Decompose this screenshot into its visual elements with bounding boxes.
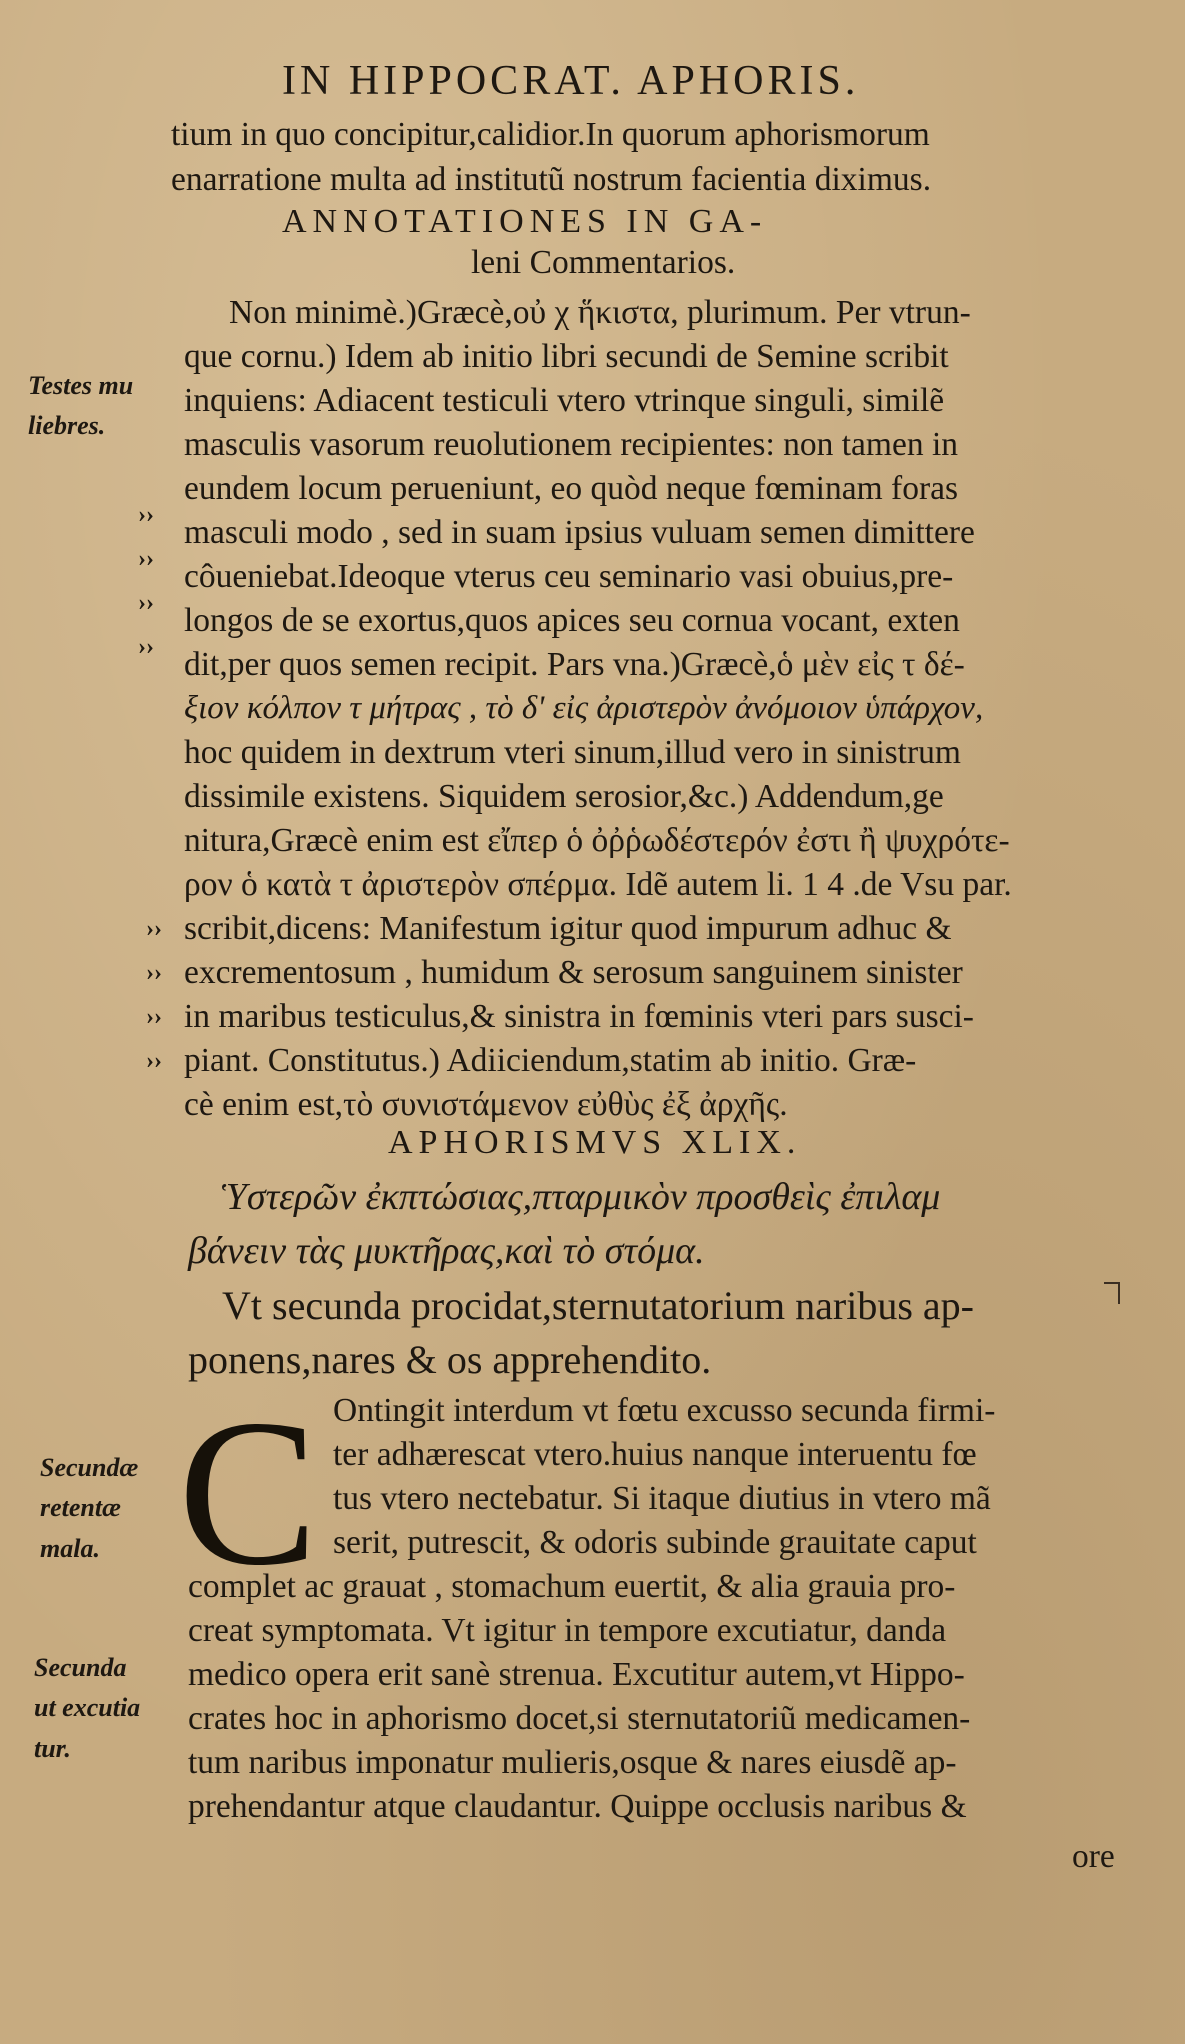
- quote-mark: ››: [138, 502, 154, 528]
- text-line: eundem locum perueniunt, eo quòd neque fœminam foras: [184, 470, 959, 507]
- greek-aphorism-line: βάνειν τὰς μυκτῆρας,καὶ τὸ στόμα.: [188, 1230, 705, 1272]
- text-line: côueniebat.Ideoque vterus ceu seminario vasi obuius,pre-: [184, 558, 954, 595]
- text-line: cè enim est,τὸ συνιστάμενον εὐθὺς ἐξ ἀρχῆς.: [184, 1086, 788, 1123]
- side-note-testes: [28, 366, 133, 447]
- text-line: Non minimè.)Græcè,οὐ χ ἥκιστα, plurimum. Per vtrun-: [229, 294, 971, 331]
- side-note-line: tur.: [34, 1733, 71, 1763]
- text-line: dissimile existens. Siquidem serosior,&c.) Addendum,ge: [184, 778, 944, 815]
- text-line: creat symptomata. Vt igitur in tempore excutiatur, danda: [188, 1612, 947, 1649]
- text-line: serit, putrescit, & odoris subinde grauitate caput: [333, 1524, 977, 1561]
- aphorism-translation: ponens,nares & os apprehendito.: [188, 1337, 712, 1382]
- text-line: in maribus testiculus,& sinistra in fœminis vteri pars susci-: [184, 998, 974, 1035]
- corner-mark: [1104, 1282, 1120, 1304]
- greek-line: ξιον κόλπον τ μήτρας , τὸ δ' εἰς ἀριστερὸν ἀνόμοιον ὑπάρχον,: [184, 690, 984, 726]
- aphorism-heading: APHORISMVS XLIX.: [388, 1124, 802, 1161]
- text-line: prehendantur atque claudantur. Quippe occlusis naribus &: [188, 1788, 967, 1825]
- quote-mark: ››: [138, 590, 154, 616]
- quote-mark: ››: [146, 1004, 162, 1030]
- quote-mark: ››: [146, 916, 162, 942]
- drop-cap: C: [178, 1377, 319, 1609]
- side-note-line: Secunda: [34, 1653, 127, 1682]
- greek-aphorism-line: Ὑστερῶν ἐκπτώσιας,πταρμικὸν προσθεὶς ἐπιλαμ: [222, 1176, 941, 1218]
- text-line: ρον ὁ κατὰ τ ἀριστερὸν σπέρμα. Idẽ autem li. 1 4 .de Vsu par.: [184, 866, 1012, 903]
- text-line: tum naribus imponatur mulieris,osque & nares eiusdẽ ap-: [188, 1744, 957, 1781]
- running-header: IN HIPPOCRAT. APHORIS.: [282, 58, 860, 104]
- side-note-line: ut excutia: [34, 1693, 141, 1723]
- quote-mark: ››: [146, 1048, 162, 1074]
- text-line: scribit,dicens: Manifestum igitur quod impurum adhuc &: [184, 910, 952, 947]
- text-line: medico opera erit sanè strenua. Excutitur autem,vt Hippo-: [188, 1656, 965, 1693]
- text-line: tus vtero nectebatur. Si itaque diutius in vtero mã: [333, 1480, 991, 1517]
- text-line: longos de se exortus,quos apices seu cornua vocant, exten: [184, 602, 960, 639]
- side-note-line: liebres.: [28, 411, 106, 441]
- quote-mark: ››: [138, 634, 154, 660]
- text-line: complet ac grauat , stomachum euertit, & alia grauia pro-: [188, 1568, 956, 1605]
- section-heading: ANNOTATIONES IN GA-: [282, 203, 768, 240]
- side-note-line: mala.: [40, 1533, 100, 1563]
- catchword: ore: [1072, 1838, 1115, 1875]
- text-line: enarratione multa ad institutũ nostrum facientia diximus.: [171, 161, 932, 198]
- text-line: excrementosum , humidum & serosum sanguinem sinister: [184, 954, 963, 991]
- text-line: hoc quidem in dextrum vteri sinum,illud vero in sinistrum: [184, 734, 961, 771]
- side-note-line: retentæ: [40, 1493, 121, 1523]
- side-note-line: Secundæ: [40, 1453, 139, 1482]
- text-line: que cornu.) Idem ab initio libri secundi de Semine scribit: [184, 338, 949, 375]
- text-line: Ontingit interdum vt fœtu excusso secunda firmi-: [333, 1392, 996, 1429]
- quote-mark: ››: [138, 546, 154, 572]
- text-line: crates hoc in aphorismo docet,si sternutatoriũ medicamen-: [188, 1700, 971, 1737]
- section-heading-cont: leni Commentarios.: [471, 244, 736, 281]
- text-line: ter adhærescat vtero.huius nanque interuentu fœ: [333, 1436, 977, 1473]
- text-line: tium in quo concipitur,calidior.In quorum aphorismorum: [171, 116, 930, 153]
- side-note-line: Testes mu: [28, 371, 134, 400]
- text-line: masculis vasorum reuolutionem recipientes: non tamen in: [184, 426, 959, 463]
- side-note-secunda: [34, 1648, 140, 1769]
- side-note-secundae: [40, 1448, 138, 1569]
- aphorism-translation: Vt secunda procidat,sternutatorium naribus ap-: [222, 1283, 974, 1328]
- text-line: inquiens: Adiacent testiculi vtero vtrinque singuli, similẽ: [184, 382, 945, 419]
- text-line: dit,per quos semen recipit. Pars vna.)Græcè,ὁ μὲν εἰς τ δέ-: [184, 646, 965, 683]
- quote-mark: ››: [146, 960, 162, 986]
- text-line: nitura,Græcè enim est εἴπερ ὁ ὀῤῥωδέστερόν ἐστι ἢ ψυχρότε-: [184, 822, 1010, 859]
- text-line: masculi modo , sed in suam ipsius vuluam semen dimittere: [184, 514, 975, 551]
- text-line: piant. Constitutus.) Adiiciendum,statim ab initio. Græ-: [184, 1042, 917, 1079]
